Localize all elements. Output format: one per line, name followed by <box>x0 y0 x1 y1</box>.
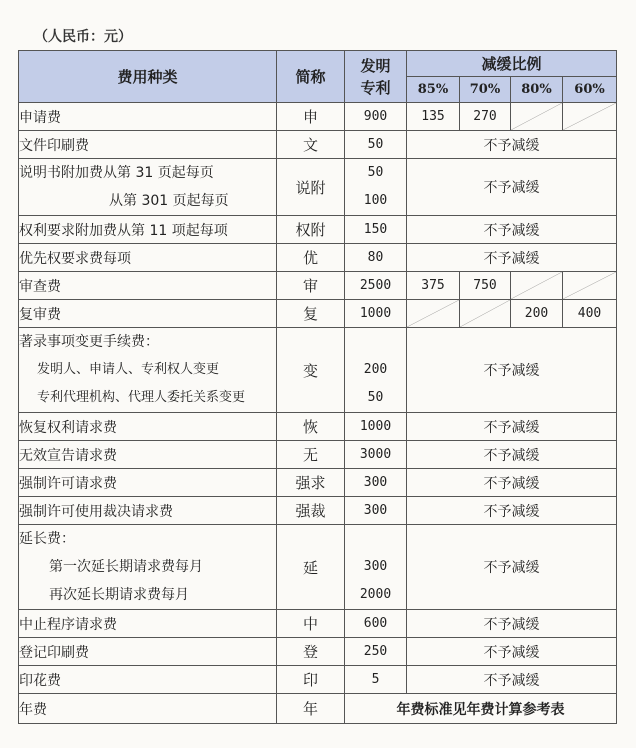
no-reduction-text: 不予减缓 <box>407 469 617 497</box>
fee-name: 文件印刷费 <box>19 131 277 159</box>
header-pct-70: 70% <box>460 77 511 103</box>
not-applicable-cell <box>563 103 617 131</box>
fee-name-line: 延长费： <box>19 531 75 547</box>
table-row <box>19 469 617 497</box>
fee-name-line: 专利代理机构、代理人委托关系变更 <box>37 390 246 405</box>
fee-amount: 300 <box>345 497 407 525</box>
fee-name <box>19 159 277 216</box>
not-applicable-cell <box>511 272 563 300</box>
table-row <box>19 610 617 638</box>
fee-abbr: 强裁 <box>277 497 345 525</box>
table-row <box>19 272 617 300</box>
no-reduction-text: 不予减缓 <box>407 666 617 694</box>
header-reduction-ratio: 减缓比例 <box>407 51 617 77</box>
header-pct-85: 85% <box>407 77 460 103</box>
fee-amount: 80 <box>345 244 407 272</box>
fee-name-line: 再次延长期请求费每月 <box>49 587 189 603</box>
fee-amount-line: 2000 <box>359 587 392 602</box>
no-reduction-text: 不予减缓 <box>407 497 617 525</box>
fee-abbr: 变 <box>277 328 345 413</box>
not-applicable-cell <box>407 300 460 328</box>
fee-amount: 900 <box>345 103 407 131</box>
fee-abbr: 复 <box>277 300 345 328</box>
fee-amount: 250 <box>345 638 407 666</box>
fee-abbr: 登 <box>277 638 345 666</box>
fee-abbr: 中 <box>277 610 345 638</box>
table-row <box>19 300 617 328</box>
header-fee-category: 费用种类 <box>19 51 277 103</box>
not-applicable-cell <box>460 300 511 328</box>
fee-amount: 5 <box>345 666 407 694</box>
fee-name-line: 从第 301 页起每页 <box>109 193 229 209</box>
table-row <box>19 525 617 610</box>
no-reduction-text: 不予减缓 <box>407 638 617 666</box>
fee-name: 印花费 <box>19 666 277 694</box>
fee-amount-line: 200 <box>363 362 388 377</box>
fee-abbr: 强求 <box>277 469 345 497</box>
header-pct-60: 60% <box>563 77 617 103</box>
reduced-80: 200 <box>511 300 563 328</box>
fee-name: 强制许可使用裁决请求费 <box>19 497 277 525</box>
not-applicable-cell <box>511 103 563 131</box>
fee-amount: 600 <box>345 610 407 638</box>
no-reduction-text: 不予减缓 <box>407 131 617 159</box>
no-reduction-text: 不予减缓 <box>407 328 617 413</box>
patent-fee-table <box>18 50 617 724</box>
fee-abbr: 无 <box>277 441 345 469</box>
no-reduction-text: 不予减缓 <box>407 413 617 441</box>
reduced-60: 400 <box>563 300 617 328</box>
table-row <box>19 328 617 413</box>
fee-name <box>19 525 277 610</box>
fee-amount-line: 50 <box>367 390 384 405</box>
table-row <box>19 666 617 694</box>
fee-abbr: 恢 <box>277 413 345 441</box>
reduced-85: 375 <box>407 272 460 300</box>
fee-amount: 3000 <box>345 441 407 469</box>
fee-name-line: 发明人、申请人、专利权人变更 <box>37 362 220 377</box>
fee-abbr: 优 <box>277 244 345 272</box>
table-row <box>19 694 617 724</box>
fee-amount: 1000 <box>345 300 407 328</box>
fee-abbr: 申 <box>277 103 345 131</box>
table-row <box>19 103 617 131</box>
table-row <box>19 159 617 216</box>
fee-abbr: 说附 <box>277 159 345 216</box>
fee-amount <box>345 159 407 216</box>
fee-amount-line: 300 <box>363 559 388 574</box>
header-pct-80: 80% <box>511 77 563 103</box>
table-row <box>19 413 617 441</box>
no-reduction-text: 不予减缓 <box>407 525 617 610</box>
fee-name-line: 著录事项变更手续费： <box>19 334 159 350</box>
fee-name: 年费 <box>19 694 277 724</box>
reduced-70: 270 <box>460 103 511 131</box>
fee-amount-line: 50 <box>367 165 384 180</box>
fee-amount <box>345 525 407 610</box>
fee-abbr: 权附 <box>277 216 345 244</box>
fee-amount: 300 <box>345 469 407 497</box>
fee-amount-line: 100 <box>363 193 388 208</box>
fee-name-line: 第一次延长期请求费每月 <box>49 559 203 575</box>
fee-name: 无效宣告请求费 <box>19 441 277 469</box>
fee-name: 强制许可请求费 <box>19 469 277 497</box>
fee-abbr: 文 <box>277 131 345 159</box>
currency-unit-note: （人民币：元） <box>34 29 132 45</box>
not-applicable-cell <box>563 272 617 300</box>
fee-amount <box>345 328 407 413</box>
fee-name-line: 说明书附加费从第 31 页起每页 <box>19 165 214 181</box>
fee-name: 登记印刷费 <box>19 638 277 666</box>
reduced-70: 750 <box>460 272 511 300</box>
fee-name <box>19 328 277 413</box>
fee-abbr: 审 <box>277 272 345 300</box>
table-row <box>19 441 617 469</box>
fee-abbr: 年 <box>277 694 345 724</box>
fee-name: 中止程序请求费 <box>19 610 277 638</box>
no-reduction-text: 不予减缓 <box>407 441 617 469</box>
no-reduction-text: 不予减缓 <box>407 610 617 638</box>
table-row <box>19 497 617 525</box>
fee-name: 优先权要求费每项 <box>19 244 277 272</box>
fee-amount: 1000 <box>345 413 407 441</box>
fee-amount: 2500 <box>345 272 407 300</box>
fee-name: 复审费 <box>19 300 277 328</box>
fee-abbr: 印 <box>277 666 345 694</box>
fee-amount: 50 <box>345 131 407 159</box>
header-invention-patent: 发明 专利 <box>345 51 407 103</box>
reduced-85: 135 <box>407 103 460 131</box>
annual-fee-note: 年费标准见年费计算参考表 <box>345 694 617 724</box>
no-reduction-text: 不予减缓 <box>407 244 617 272</box>
no-reduction-text: 不予减缓 <box>407 216 617 244</box>
fee-name: 审查费 <box>19 272 277 300</box>
fee-abbr: 延 <box>277 525 345 610</box>
table-row <box>19 131 617 159</box>
table-row <box>19 638 617 666</box>
fee-name: 申请费 <box>19 103 277 131</box>
fee-name: 恢复权利请求费 <box>19 413 277 441</box>
fee-name: 权利要求附加费从第 11 项起每项 <box>19 216 277 244</box>
fee-amount: 150 <box>345 216 407 244</box>
table-row <box>19 216 617 244</box>
table-row <box>19 244 617 272</box>
header-abbreviation: 简称 <box>277 51 345 103</box>
no-reduction-text: 不予减缓 <box>407 159 617 216</box>
